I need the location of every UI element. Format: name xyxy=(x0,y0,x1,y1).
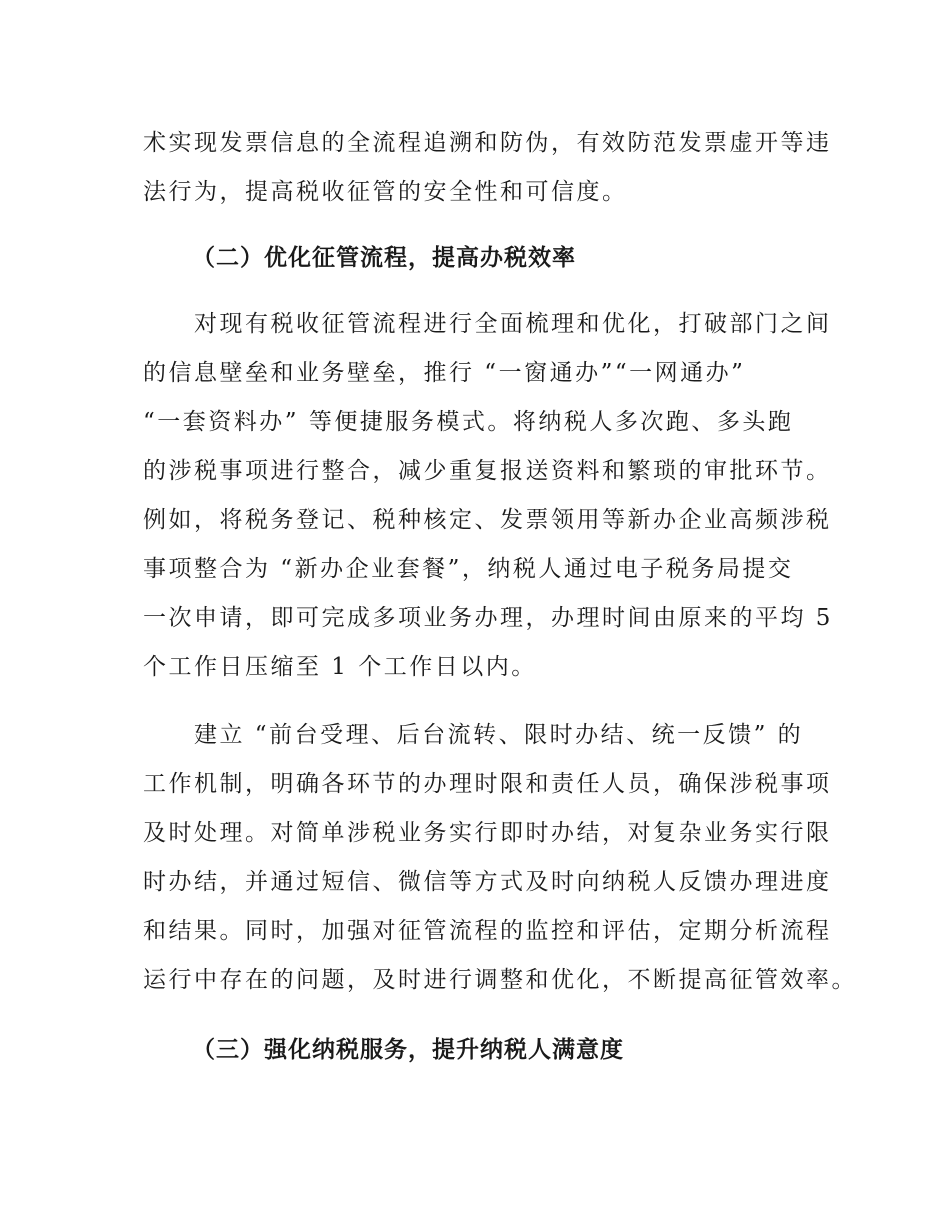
text-line: 的涉税事项进行整合，减少重复报送资料和繁琐的审批环节。 xyxy=(143,458,832,484)
text-line: 一次申请，即可完成多项业务办理，办理时间由原来的平均 5 xyxy=(143,605,833,631)
text-line: 的信息壁垒和业务壁垒，推行 “一窗通办”“一网通办” xyxy=(143,360,746,386)
text-line: 法行为，提高税收征管的安全性和可信度。 xyxy=(143,179,628,205)
text-line: 对现有税收征管流程进行全面梳理和优化，打破部门之间 xyxy=(143,311,832,337)
text-line: 工作机制，明确各环节的办理时限和责任人员，确保涉税事项 xyxy=(143,771,832,797)
text-line: 运行中存在的问题，及时进行调整和优化，不断提高征管效率。 xyxy=(143,967,857,993)
text-line: 例如，将税务登记、税种核定、发票领用等新办企业高频涉税 xyxy=(143,507,832,533)
text-line: “一套资料办” 等便捷服务模式。将纳税人多次跑、多头跑 xyxy=(143,409,794,435)
text-line: 事项整合为 “新办企业套餐”，纳税人通过电子税务局提交 xyxy=(143,556,794,582)
text-line: 时办结，并通过短信、微信等方式及时向纳税人反馈办理进度 xyxy=(143,869,832,895)
section-heading: （三）强化纳税服务，提升纳税人满意度 xyxy=(192,1037,624,1063)
text-line: 和结果。同时，加强对征管流程的监控和评估，定期分析流程 xyxy=(143,918,832,944)
section-heading: （二）优化征管流程，提高办税效率 xyxy=(192,245,576,271)
text-line: 术实现发票信息的全流程追溯和防伪，有效防范发票虚开等违 xyxy=(143,130,832,156)
text-line: 建立 “前台受理、后台流转、限时办结、统一反馈” 的 xyxy=(143,722,804,748)
text-line: 个工作日压缩至 1 个工作日以内。 xyxy=(143,654,537,680)
text-line: 及时处理。对简单涉税业务实行即时办结，对复杂业务实行限 xyxy=(143,820,832,846)
